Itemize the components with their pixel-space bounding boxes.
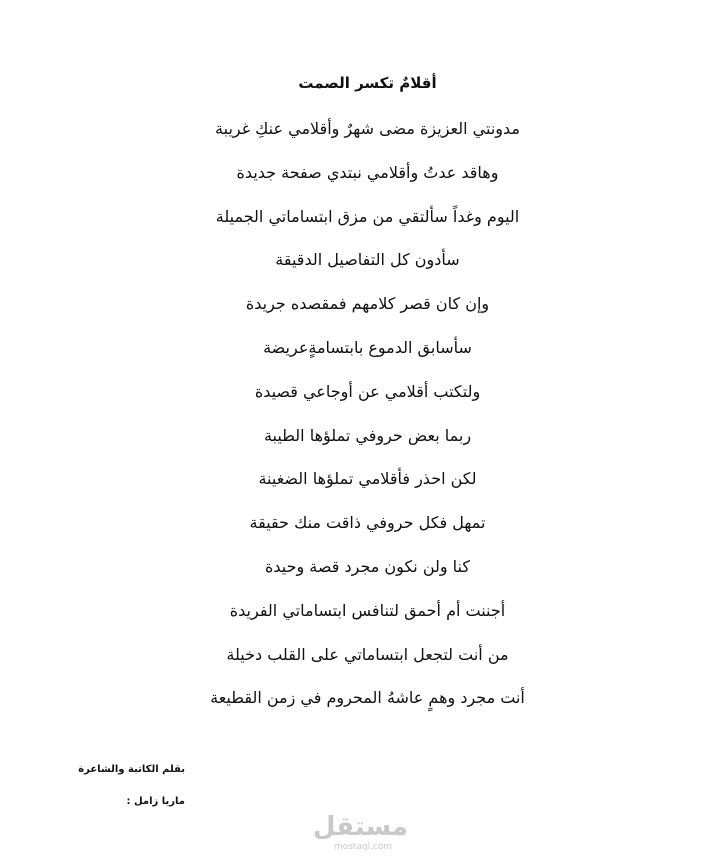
poem-verse: أجننت أم أحمق لتنافس ابتساماتي الفريدة [229, 600, 506, 620]
poem-verse: من أنت لتجعل ابتساماتي على القلب دخيلة [226, 644, 509, 664]
poem-verse: سأسابق الدموع بابتسامةٍعريضة [263, 337, 472, 357]
poem-verse: ربما بعض حروفي تملؤها الطيبة [263, 425, 472, 445]
poem-title: أقلامٌ تكسر الصمت [298, 74, 437, 92]
poem-body [0, 114, 719, 727]
watermark-url: mostaql.com [333, 842, 393, 852]
site-watermark [312, 812, 408, 853]
poem-verse: وهاقد عدتُ وأقلامي نبتدي صفحة جديدة [236, 162, 499, 182]
poem-verse: ولتكتب أقلامي عن أوجاعي قصيدة [254, 381, 481, 401]
poem-verse: كنا ولن نكون مجرد قصة وحيدة [264, 556, 470, 576]
poem-verse: أنت مجرد وهمٍ عاشهُ المحروم في زمن القطيعة [210, 688, 525, 708]
poem-verse: وإن كان قصر كلامهم فمقصده جريدة [245, 294, 490, 314]
poem-verse: لكن احذر فأقلامي تملؤها الضغينة [258, 469, 477, 489]
poem-verse: سأدون كل التفاصيل الدقيقة [275, 250, 460, 270]
watermark-logo: مستقل [312, 812, 408, 842]
signature-author: ماريا زامل : [126, 796, 185, 807]
poem-verse: تمهل فكل حروفي ذاقت منك حقيقة [249, 513, 486, 533]
poem-verse: اليوم وغداً سألتقي من مزق ابتساماتي الجميلة [215, 206, 520, 226]
poem-verse: مدونتي العزيزة مضى شهرٌ وأقلامي عنكِ غريبة [215, 119, 520, 138]
signature-byline: بقلم الكاتبة والشاعرة [78, 764, 185, 775]
